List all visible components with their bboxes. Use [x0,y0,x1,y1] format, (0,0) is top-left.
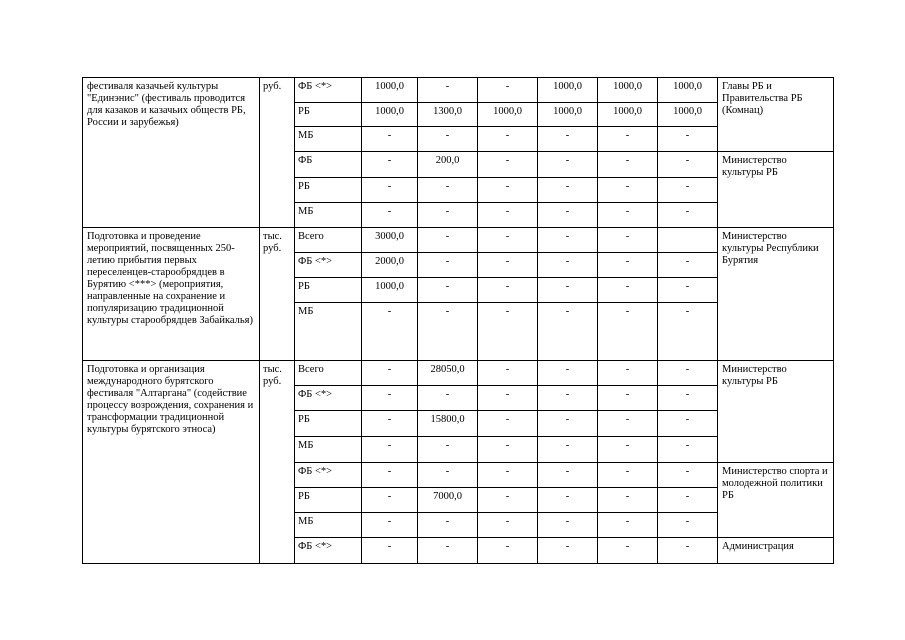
responsible-cell: Министерство культуры РБ [718,361,834,463]
value-cell: - [478,463,538,488]
value-cell: - [598,488,658,513]
source-cell: ФБ [295,152,362,178]
value-cell: - [418,463,478,488]
value-cell: - [362,513,418,538]
value-cell: 1000,0 [538,78,598,103]
value-cell: - [362,152,418,178]
value-cell: - [658,411,718,437]
value-cell: - [538,488,598,513]
value-cell [658,228,718,253]
value-cell: - [362,127,418,152]
unit-cell: тыс. руб. [260,361,295,564]
measure-cell: Подготовка и организация международного бурятского фестиваля "Алтаргана" (содействие процессу возрождения, сохранения и трансформации традиционной культуры бурятского этноса) [83,361,260,564]
value-cell: - [598,463,658,488]
table-row [83,361,834,386]
program-table [82,77,834,564]
measure-cell: фестиваля казачьей культуры "Единэнис" (фестиваль проводится для казаков и казачьих обществ РБ, России и зарубежья) [83,78,260,228]
value-cell: - [538,278,598,303]
value-cell: - [478,152,538,178]
value-cell: - [418,386,478,411]
value-cell: 200,0 [418,152,478,178]
value-cell: - [362,361,418,386]
responsible-cell: Министерство культуры Республики Бурятия [718,228,834,361]
value-cell: - [658,386,718,411]
value-cell: - [658,361,718,386]
value-cell: - [478,437,538,463]
value-cell: - [418,178,478,203]
value-cell: 28050,0 [418,361,478,386]
source-cell: ФБ <*> [295,463,362,488]
value-cell: - [598,361,658,386]
value-cell: 1000,0 [658,103,718,127]
source-cell: РБ [295,178,362,203]
value-cell: - [538,386,598,411]
value-cell: - [362,178,418,203]
table-row [83,228,834,253]
value-cell: - [538,152,598,178]
value-cell: - [362,488,418,513]
value-cell: - [598,253,658,278]
table-row [83,78,834,103]
value-cell: 1300,0 [418,103,478,127]
source-cell: МБ [295,513,362,538]
value-cell: - [418,513,478,538]
source-cell: РБ [295,103,362,127]
value-cell: 1000,0 [598,78,658,103]
value-cell: - [538,361,598,386]
value-cell: - [538,228,598,253]
value-cell: - [418,437,478,463]
value-cell: - [598,127,658,152]
value-cell: - [598,203,658,228]
value-cell: - [598,437,658,463]
value-cell: - [598,538,658,564]
value-cell: 1000,0 [362,103,418,127]
unit-cell: тыс. руб. [260,228,295,361]
value-cell: - [478,411,538,437]
value-cell: - [478,127,538,152]
value-cell: - [658,303,718,361]
value-cell: - [598,278,658,303]
value-cell: - [362,411,418,437]
value-cell: - [418,228,478,253]
value-cell: - [362,463,418,488]
value-cell: 1000,0 [362,278,418,303]
value-cell: - [362,437,418,463]
value-cell: - [598,228,658,253]
value-cell: - [362,203,418,228]
value-cell: - [478,538,538,564]
source-cell: ФБ <*> [295,386,362,411]
value-cell: - [538,253,598,278]
value-cell: - [478,228,538,253]
value-cell: - [598,152,658,178]
value-cell: - [658,127,718,152]
value-cell: - [658,538,718,564]
source-cell: МБ [295,303,362,361]
value-cell: - [658,203,718,228]
value-cell: - [478,488,538,513]
value-cell: - [478,178,538,203]
value-cell: - [658,253,718,278]
value-cell: - [598,411,658,437]
source-cell: РБ [295,488,362,513]
value-cell: - [598,303,658,361]
value-cell: - [362,386,418,411]
responsible-cell: Главы РБ и Правительства РБ (Комнац) [718,78,834,152]
source-cell: МБ [295,203,362,228]
source-cell: ФБ <*> [295,253,362,278]
value-cell: - [538,203,598,228]
value-cell: - [418,78,478,103]
source-cell: Всего [295,361,362,386]
value-cell: 15800,0 [418,411,478,437]
value-cell: - [362,538,418,564]
source-cell: РБ [295,411,362,437]
value-cell: - [538,411,598,437]
value-cell: - [658,463,718,488]
value-cell: 2000,0 [362,253,418,278]
value-cell: - [598,513,658,538]
value-cell: - [538,303,598,361]
value-cell: - [538,513,598,538]
value-cell: - [658,152,718,178]
value-cell: - [598,386,658,411]
value-cell: - [478,278,538,303]
value-cell: 1000,0 [658,78,718,103]
value-cell: 1000,0 [478,103,538,127]
value-cell: - [478,361,538,386]
value-cell: - [478,303,538,361]
source-cell: МБ [295,127,362,152]
value-cell: - [478,203,538,228]
unit-cell: руб. [260,78,295,228]
measure-cell: Подготовка и проведение мероприятий, посвященных 250-летию прибытия первых переселенцев-старообрядцев в Бурятию <***> (мероприятия, направленные на сохранение и популяризацию традиционной культуры старообрядцев Забайкалья) [83,228,260,361]
value-cell: - [478,386,538,411]
value-cell: - [538,437,598,463]
value-cell: - [418,303,478,361]
value-cell: - [478,78,538,103]
value-cell: - [418,253,478,278]
value-cell: - [418,203,478,228]
value-cell: 1000,0 [362,78,418,103]
value-cell: - [658,178,718,203]
value-cell: 1000,0 [598,103,658,127]
source-cell: Всего [295,228,362,253]
value-cell: - [418,538,478,564]
value-cell: - [478,513,538,538]
page-bottom-margin [82,566,833,640]
value-cell: - [538,178,598,203]
value-cell: 3000,0 [362,228,418,253]
value-cell: - [658,437,718,463]
value-cell: - [658,513,718,538]
value-cell: - [362,303,418,361]
responsible-cell: Министерство спорта и молодежной политики РБ [718,463,834,538]
value-cell: - [418,127,478,152]
source-cell: МБ [295,437,362,463]
value-cell: - [418,278,478,303]
value-cell: 1000,0 [538,103,598,127]
value-cell: - [598,178,658,203]
value-cell: - [658,488,718,513]
value-cell: 7000,0 [418,488,478,513]
responsible-cell: Администрация [718,538,834,564]
source-cell: ФБ <*> [295,538,362,564]
value-cell: - [538,538,598,564]
value-cell: - [478,253,538,278]
responsible-cell: Министерство культуры РБ [718,152,834,228]
source-cell: ФБ <*> [295,78,362,103]
value-cell: - [658,278,718,303]
value-cell: - [538,127,598,152]
value-cell: - [538,463,598,488]
source-cell: РБ [295,278,362,303]
